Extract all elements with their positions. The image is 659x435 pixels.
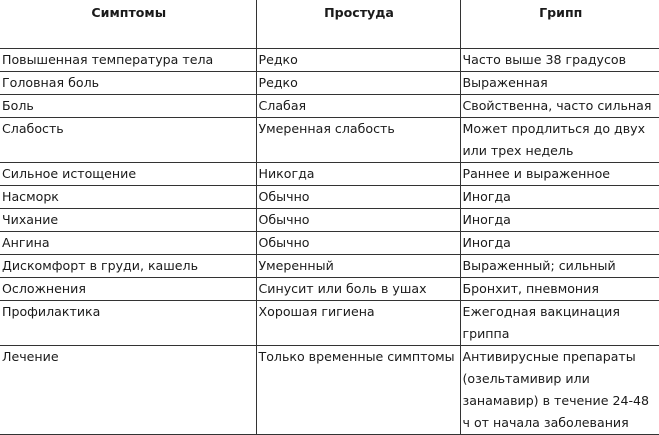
table-row	[0, 255, 659, 278]
cell-flu: Иногда	[460, 209, 659, 232]
table-row	[0, 301, 659, 346]
cell-cold: Никогда	[256, 163, 460, 186]
table-row	[0, 278, 659, 301]
cell-symptom: Осложнения	[0, 278, 256, 301]
table-row	[0, 209, 659, 232]
cell-cold: Только временные симптомы	[256, 346, 460, 435]
cell-cold: Хорошая гигиена	[256, 301, 460, 346]
cell-cold: Редко	[256, 72, 460, 95]
table-row	[0, 49, 659, 72]
cell-symptom: Ангина	[0, 232, 256, 255]
cell-flu: Может продлиться до двух или трех недель	[460, 118, 659, 163]
cell-symptom: Лечение	[0, 346, 256, 435]
cell-flu: Свойственна, часто сильная	[460, 95, 659, 118]
cell-flu: Выраженный; сильный	[460, 255, 659, 278]
table-row	[0, 232, 659, 255]
cell-cold: Редко	[256, 49, 460, 72]
cell-symptom: Боль	[0, 95, 256, 118]
cell-cold: Слабая	[256, 95, 460, 118]
cell-symptom: Головная боль	[0, 72, 256, 95]
cell-flu: Иногда	[460, 232, 659, 255]
table-row	[0, 346, 659, 435]
table-row	[0, 72, 659, 95]
cell-symptom: Чихание	[0, 209, 256, 232]
cell-cold: Обычно	[256, 186, 460, 209]
cell-symptom: Повышенная температура тела	[0, 49, 256, 72]
cell-symptom: Сильное истощение	[0, 163, 256, 186]
cell-cold: Обычно	[256, 232, 460, 255]
header-cold: Простуда	[256, 0, 460, 49]
cell-cold: Обычно	[256, 209, 460, 232]
table-row	[0, 95, 659, 118]
table-row	[0, 163, 659, 186]
cell-cold: Синусит или боль в ушах	[256, 278, 460, 301]
cell-flu: Раннее и выраженное	[460, 163, 659, 186]
cell-flu: Выраженная	[460, 72, 659, 95]
cell-flu: Часто выше 38 градусов	[460, 49, 659, 72]
cell-flu: Иногда	[460, 186, 659, 209]
cell-flu: Антивирусные препараты (озельтамивир или занамавир) в течение 24-48 ч от начала заболевания	[460, 346, 659, 435]
cell-cold: Умеренный	[256, 255, 460, 278]
cell-cold: Умеренная слабость	[256, 118, 460, 163]
cell-symptom: Дискомфорт в груди, кашель	[0, 255, 256, 278]
cell-symptom: Слабость	[0, 118, 256, 163]
header-row	[0, 0, 659, 49]
header-flu: Грипп	[460, 0, 659, 49]
cell-flu: Бронхит, пневмония	[460, 278, 659, 301]
cell-symptom: Насморк	[0, 186, 256, 209]
header-symptoms: Симптомы	[0, 0, 256, 49]
table-row	[0, 186, 659, 209]
table-row	[0, 118, 659, 163]
cell-symptom: Профилактика	[0, 301, 256, 346]
cell-flu: Ежегодная вакцинация гриппа	[460, 301, 659, 346]
